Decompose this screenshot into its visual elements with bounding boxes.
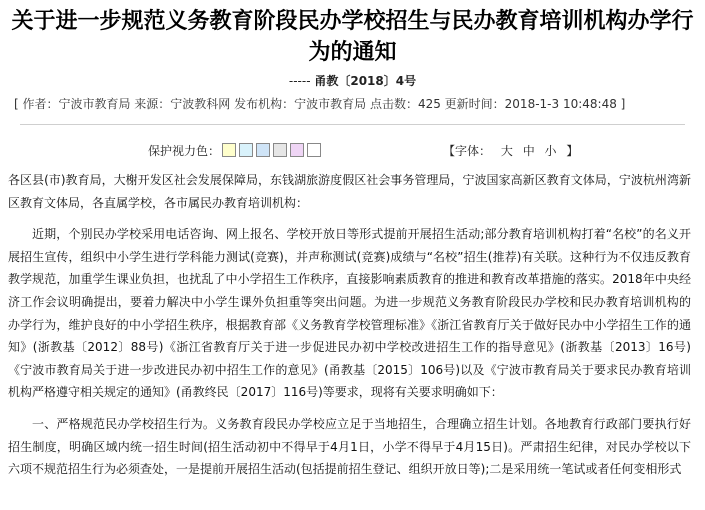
eye-protection-label: 保护视力色： [148,144,221,158]
color-swatch-lavender[interactable] [290,143,304,157]
eye-protection-swatches [222,143,321,157]
document-number-prefix: ----- [288,74,315,88]
color-swatch-light-cyan[interactable] [239,143,253,157]
divider [20,124,685,125]
body-paragraph-1: 近期，个别民办学校采用电话咨询、网上报名、学校开放日等形式提前开展招生活动;部分教育培训机构打着“名校”的名义开展招生宣传，组织中小学生进行学科能力测试(竞赛)，并声称测试(竞赛)成绩与“名校”招生(推荐)有关联。这种行为不仅违反教育教学规范，加重学生课业负担，也扰乱了中小学招生工作秩序，直接影响素质教育的推进和教育改革措施的落实。2018年中央经济工作会议明确提出，要着力解决中小学生课外负担重等突出问题。为进一步规范义务教育阶段民办学校和民办教育培训机构的办学行为，维护良好的中小学招生秩序，根据教育部《义务教育学校管理标准》《浙江省教育厅关于做好民办中小学招生工作的通知》(浙教基〔2012〕88号)《浙江省教育厅关于进一步促进民办初中学校改进招生工作的指导意见》(浙教基〔2013〕16号)《宁波市教育局关于进一步改进民办初中招生工作的意见》(甬教基〔2015〕106号)以及《宁波市教育局关于要求民办教育培训机构严格遵守相关规定的通知》(甬教终民〔2017〕116号)等要求，现将有关要求明确如下： [8,227,691,400]
addressee-paragraph: 各区县(市)教育局，大榭开发区社会发展保障局，东钱湖旅游度假区社会事务管理局，宁波国家高新区教育文体局，宁波杭州湾新区教育文体局，各直属学校，各市属民办教育培训机构： [8,173,691,210]
article-body [8,169,691,481]
font-size-control [443,142,584,159]
document-number: 甬教〔2018〕4号 [314,74,417,88]
font-size-large[interactable]: 大 [500,144,513,158]
article-title: 关于进一步规范义务教育阶段民办学校招生与民办教育培训机构办学行为的通知 [11,8,694,65]
reading-toolbar [0,139,705,161]
body-paragraph-2: 一、严格规范民办学校招生行为。义务教育段民办学校应立足于当地招生，合理确立招生计划。各地教育行政部门要执行好招生制度，明确区域内统一招生时间(招生活动初中不得早于4月1日，小学不得早于4月15日)。严肃招生纪律，对民办学校以下六项不规范招生行为必须查处，一是提前开展招生活动(包括提前招生登记、组织开放日等);二是采用统一笔试或者任何变相形式 [8,416,691,477]
font-size-small[interactable]: 小 [544,144,557,158]
font-size-label: 【字体： [443,144,492,158]
font-size-close: 】 [566,144,579,158]
color-swatch-gray[interactable] [273,143,287,157]
article-meta: [ 作者：宁波市教育局 来源：宁波教科网 发布机构：宁波市教育局 点击数：425 更新时间：2018-1-3 10:48:48 ] [14,97,626,111]
color-swatch-light-blue[interactable] [256,143,270,157]
color-swatch-yellow[interactable] [222,143,236,157]
document-number-line [0,72,705,89]
font-size-medium[interactable]: 中 [522,144,535,158]
color-swatch-white[interactable] [307,143,321,157]
